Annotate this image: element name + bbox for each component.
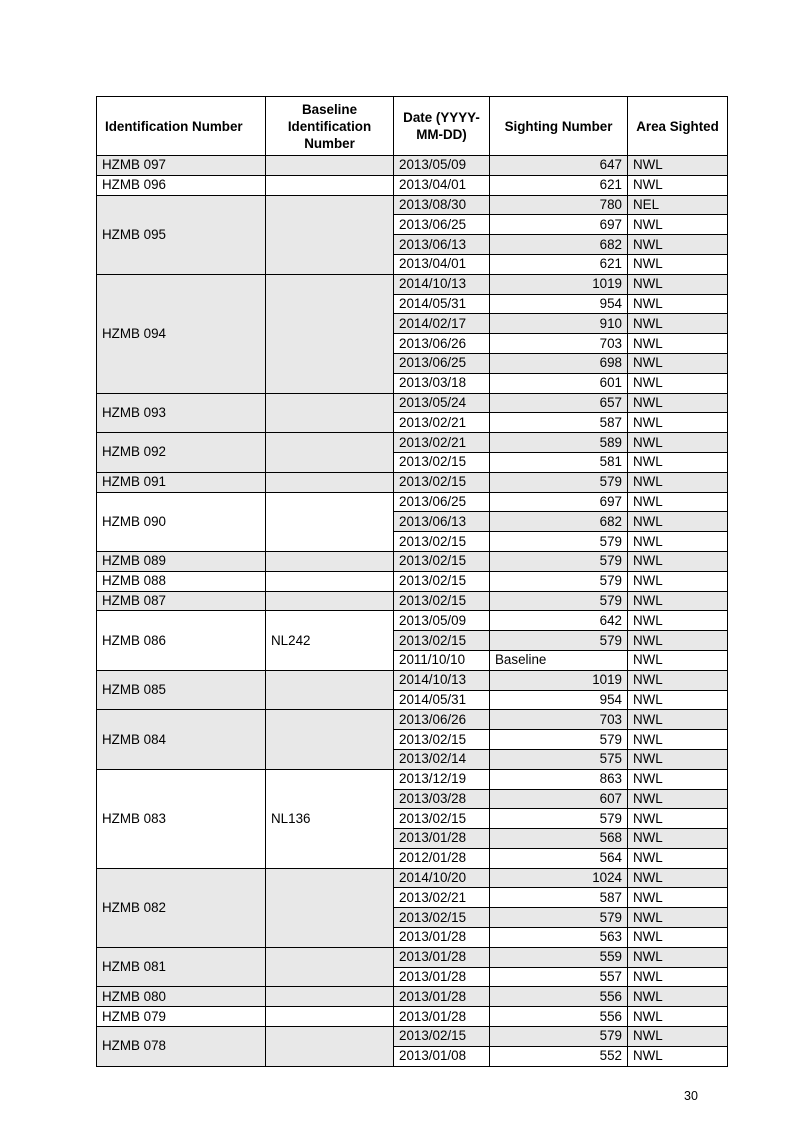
date-cell: 2013/02/15 [394, 631, 490, 651]
date-cell: 2013/12/19 [394, 769, 490, 789]
baseline-identification-cell [266, 591, 394, 611]
table-header-row [97, 97, 728, 156]
page-number: 30 [684, 1089, 698, 1103]
area-sighted-cell: NWL [628, 492, 728, 512]
date-cell: 2013/02/15 [394, 730, 490, 750]
header-date: Date (YYYY-MM-DD) [394, 97, 490, 156]
sighting-number-cell: 697 [490, 215, 628, 235]
table-row [97, 551, 728, 571]
area-sighted-cell: NWL [628, 571, 728, 591]
date-cell: 2013/06/25 [394, 492, 490, 512]
date-cell: 2013/06/13 [394, 235, 490, 255]
sighting-number-cell: 575 [490, 749, 628, 769]
area-sighted-cell: NWL [628, 353, 728, 373]
sighting-number-cell: 1019 [490, 274, 628, 294]
sighting-number-cell: 910 [490, 314, 628, 334]
area-sighted-cell: NWL [628, 749, 728, 769]
area-sighted-cell: NWL [628, 967, 728, 987]
area-sighted-cell: NWL [628, 274, 728, 294]
table-row [97, 710, 728, 730]
table-row [97, 868, 728, 888]
identification-number-cell: HZMB 086 [97, 611, 266, 670]
baseline-identification-cell [266, 175, 394, 195]
sighting-number-cell: 647 [490, 156, 628, 176]
area-sighted-cell: NWL [628, 532, 728, 552]
date-cell: 2013/02/21 [394, 413, 490, 433]
date-cell: 2013/01/28 [394, 829, 490, 849]
sighting-number-cell: 780 [490, 195, 628, 215]
sighting-number-cell: 601 [490, 373, 628, 393]
date-cell: 2013/02/14 [394, 749, 490, 769]
baseline-identification-cell [266, 433, 394, 473]
baseline-identification-cell [266, 670, 394, 710]
date-cell: 2013/04/01 [394, 254, 490, 274]
sighting-number-cell: 579 [490, 551, 628, 571]
sighting-number-cell: 579 [490, 730, 628, 750]
baseline-identification-cell [266, 195, 394, 274]
identification-number-cell: HZMB 092 [97, 433, 266, 473]
table-row [97, 769, 728, 789]
identification-number-cell: HZMB 091 [97, 472, 266, 492]
identification-number-cell: HZMB 084 [97, 710, 266, 769]
table-row [97, 274, 728, 294]
date-cell: 2012/01/28 [394, 848, 490, 868]
sightings-table [96, 96, 728, 1067]
area-sighted-cell: NWL [628, 472, 728, 492]
area-sighted-cell: NWL [628, 908, 728, 928]
date-cell: 2013/03/18 [394, 373, 490, 393]
sighting-number-cell: 587 [490, 413, 628, 433]
baseline-identification-cell [266, 868, 394, 947]
sighting-number-cell: 703 [490, 710, 628, 730]
date-cell: 2013/05/09 [394, 156, 490, 176]
area-sighted-cell: NWL [628, 650, 728, 670]
sighting-number-cell: 697 [490, 492, 628, 512]
area-sighted-cell: NWL [628, 690, 728, 710]
sighting-number-cell: 682 [490, 235, 628, 255]
baseline-identification-cell [266, 393, 394, 433]
area-sighted-cell: NWL [628, 215, 728, 235]
identification-number-cell: HZMB 082 [97, 868, 266, 947]
area-sighted-cell: NWL [628, 809, 728, 829]
identification-number-cell: HZMB 080 [97, 987, 266, 1007]
sighting-number-cell: 703 [490, 334, 628, 354]
identification-number-cell: HZMB 090 [97, 492, 266, 551]
baseline-identification-cell [266, 492, 394, 551]
baseline-identification-cell [266, 551, 394, 571]
date-cell: 2013/02/15 [394, 551, 490, 571]
sighting-number-cell: 564 [490, 848, 628, 868]
identification-number-cell: HZMB 083 [97, 769, 266, 868]
baseline-identification-cell [266, 1027, 394, 1067]
sighting-number-cell: 621 [490, 175, 628, 195]
area-sighted-cell: NWL [628, 551, 728, 571]
area-sighted-cell: NWL [628, 888, 728, 908]
table-row [97, 156, 728, 176]
area-sighted-cell: NWL [628, 591, 728, 611]
header-baseline-identification-number: Baseline Identification Number [266, 97, 394, 156]
area-sighted-cell: NWL [628, 393, 728, 413]
table-row [97, 611, 728, 631]
sighting-number-cell: 552 [490, 1046, 628, 1066]
date-cell: 2013/01/28 [394, 967, 490, 987]
date-cell: 2013/02/21 [394, 888, 490, 908]
sighting-number-cell: 579 [490, 631, 628, 651]
identification-number-cell: HZMB 093 [97, 393, 266, 433]
table-row [97, 571, 728, 591]
area-sighted-cell: NWL [628, 987, 728, 1007]
area-sighted-cell: NWL [628, 611, 728, 631]
date-cell: 2013/06/26 [394, 710, 490, 730]
baseline-identification-cell [266, 710, 394, 769]
area-sighted-cell: NWL [628, 294, 728, 314]
date-cell: 2014/10/20 [394, 868, 490, 888]
sighting-number-cell: 621 [490, 254, 628, 274]
identification-number-cell: HZMB 087 [97, 591, 266, 611]
date-cell: 2013/01/08 [394, 1046, 490, 1066]
table-row [97, 433, 728, 453]
area-sighted-cell: NWL [628, 334, 728, 354]
date-cell: 2013/02/15 [394, 452, 490, 472]
table-row [97, 195, 728, 215]
baseline-identification-cell [266, 472, 394, 492]
area-sighted-cell: NWL [628, 235, 728, 255]
sighting-number-cell: 863 [490, 769, 628, 789]
identification-number-cell: HZMB 078 [97, 1027, 266, 1067]
sighting-number-cell: 579 [490, 591, 628, 611]
sighting-number-cell: 589 [490, 433, 628, 453]
date-cell: 2013/02/21 [394, 433, 490, 453]
date-cell: 2014/05/31 [394, 294, 490, 314]
identification-number-cell: HZMB 081 [97, 947, 266, 987]
sighting-number-cell: 657 [490, 393, 628, 413]
identification-number-cell: HZMB 079 [97, 1007, 266, 1027]
date-cell: 2011/10/10 [394, 650, 490, 670]
area-sighted-cell: NWL [628, 314, 728, 334]
table-row [97, 987, 728, 1007]
date-cell: 2014/10/13 [394, 274, 490, 294]
area-sighted-cell: NWL [628, 730, 728, 750]
date-cell: 2013/01/28 [394, 928, 490, 948]
date-cell: 2013/01/28 [394, 987, 490, 1007]
date-cell: 2013/02/15 [394, 571, 490, 591]
area-sighted-cell: NWL [628, 413, 728, 433]
area-sighted-cell: NWL [628, 1007, 728, 1027]
table-row [97, 670, 728, 690]
date-cell: 2013/02/15 [394, 591, 490, 611]
table-row [97, 393, 728, 413]
date-cell: 2013/06/25 [394, 353, 490, 373]
baseline-identification-cell [266, 274, 394, 393]
table-row [97, 1027, 728, 1047]
sighting-number-cell: 559 [490, 947, 628, 967]
date-cell: 2013/06/13 [394, 512, 490, 532]
area-sighted-cell: NEL [628, 195, 728, 215]
sighting-number-cell: 579 [490, 571, 628, 591]
date-cell: 2014/02/17 [394, 314, 490, 334]
table-row [97, 591, 728, 611]
sighting-number-cell: 579 [490, 809, 628, 829]
area-sighted-cell: NWL [628, 868, 728, 888]
table-row [97, 1007, 728, 1027]
sighting-number-cell: 579 [490, 1027, 628, 1047]
area-sighted-cell: NWL [628, 175, 728, 195]
area-sighted-cell: NWL [628, 156, 728, 176]
sighting-number-cell: 682 [490, 512, 628, 532]
sighting-number-cell: 1024 [490, 868, 628, 888]
baseline-identification-cell [266, 1007, 394, 1027]
area-sighted-cell: NWL [628, 1027, 728, 1047]
area-sighted-cell: NWL [628, 433, 728, 453]
date-cell: 2013/02/15 [394, 908, 490, 928]
sighting-number-cell: 1019 [490, 670, 628, 690]
table-row [97, 492, 728, 512]
sighting-number-cell: 579 [490, 532, 628, 552]
date-cell: 2013/05/09 [394, 611, 490, 631]
table-row [97, 947, 728, 967]
baseline-identification-cell [266, 987, 394, 1007]
date-cell: 2013/02/15 [394, 809, 490, 829]
identification-number-cell: HZMB 094 [97, 274, 266, 393]
date-cell: 2013/05/24 [394, 393, 490, 413]
area-sighted-cell: NWL [628, 769, 728, 789]
date-cell: 2013/02/15 [394, 472, 490, 492]
header-area-sighted: Area Sighted [628, 97, 728, 156]
sighting-number-cell: 563 [490, 928, 628, 948]
date-cell: 2013/06/26 [394, 334, 490, 354]
area-sighted-cell: NWL [628, 1046, 728, 1066]
sighting-number-cell: 698 [490, 353, 628, 373]
area-sighted-cell: NWL [628, 254, 728, 274]
date-cell: 2013/02/15 [394, 1027, 490, 1047]
sighting-number-cell: 568 [490, 829, 628, 849]
sighting-number-cell: 581 [490, 452, 628, 472]
header-identification-number: Identification Number [97, 97, 266, 156]
date-cell: 2013/08/30 [394, 195, 490, 215]
sighting-number-cell: 607 [490, 789, 628, 809]
area-sighted-cell: NWL [628, 947, 728, 967]
baseline-identification-cell [266, 156, 394, 176]
table-row [97, 175, 728, 195]
identification-number-cell: HZMB 097 [97, 156, 266, 176]
date-cell: 2013/01/28 [394, 1007, 490, 1027]
area-sighted-cell: NWL [628, 512, 728, 532]
date-cell: 2013/02/15 [394, 532, 490, 552]
area-sighted-cell: NWL [628, 631, 728, 651]
identification-number-cell: HZMB 088 [97, 571, 266, 591]
sighting-number-cell: 556 [490, 1007, 628, 1027]
date-cell: 2014/10/13 [394, 670, 490, 690]
header-sighting-number: Sighting Number [490, 97, 628, 156]
area-sighted-cell: NWL [628, 928, 728, 948]
baseline-identification-cell [266, 571, 394, 591]
date-cell: 2013/01/28 [394, 947, 490, 967]
area-sighted-cell: NWL [628, 848, 728, 868]
area-sighted-cell: NWL [628, 373, 728, 393]
identification-number-cell: HZMB 089 [97, 551, 266, 571]
baseline-identification-cell: NL136 [266, 769, 394, 868]
baseline-identification-cell [266, 947, 394, 987]
sighting-number-cell: 579 [490, 472, 628, 492]
sighting-number-cell: 954 [490, 294, 628, 314]
identification-number-cell: HZMB 095 [97, 195, 266, 274]
sighting-number-cell: 579 [490, 908, 628, 928]
sighting-number-cell: 557 [490, 967, 628, 987]
sighting-number-cell: 954 [490, 690, 628, 710]
identification-number-cell: HZMB 096 [97, 175, 266, 195]
area-sighted-cell: NWL [628, 829, 728, 849]
date-cell: 2013/06/25 [394, 215, 490, 235]
area-sighted-cell: NWL [628, 670, 728, 690]
date-cell: 2013/03/28 [394, 789, 490, 809]
date-cell: 2013/04/01 [394, 175, 490, 195]
sighting-number-cell: 642 [490, 611, 628, 631]
identification-number-cell: HZMB 085 [97, 670, 266, 710]
sighting-number-cell: Baseline [490, 650, 628, 670]
date-cell: 2014/05/31 [394, 690, 490, 710]
area-sighted-cell: NWL [628, 452, 728, 472]
baseline-identification-cell: NL242 [266, 611, 394, 670]
table-row [97, 472, 728, 492]
area-sighted-cell: NWL [628, 710, 728, 730]
sighting-number-cell: 587 [490, 888, 628, 908]
area-sighted-cell: NWL [628, 789, 728, 809]
sighting-number-cell: 556 [490, 987, 628, 1007]
table-body [97, 156, 728, 1067]
